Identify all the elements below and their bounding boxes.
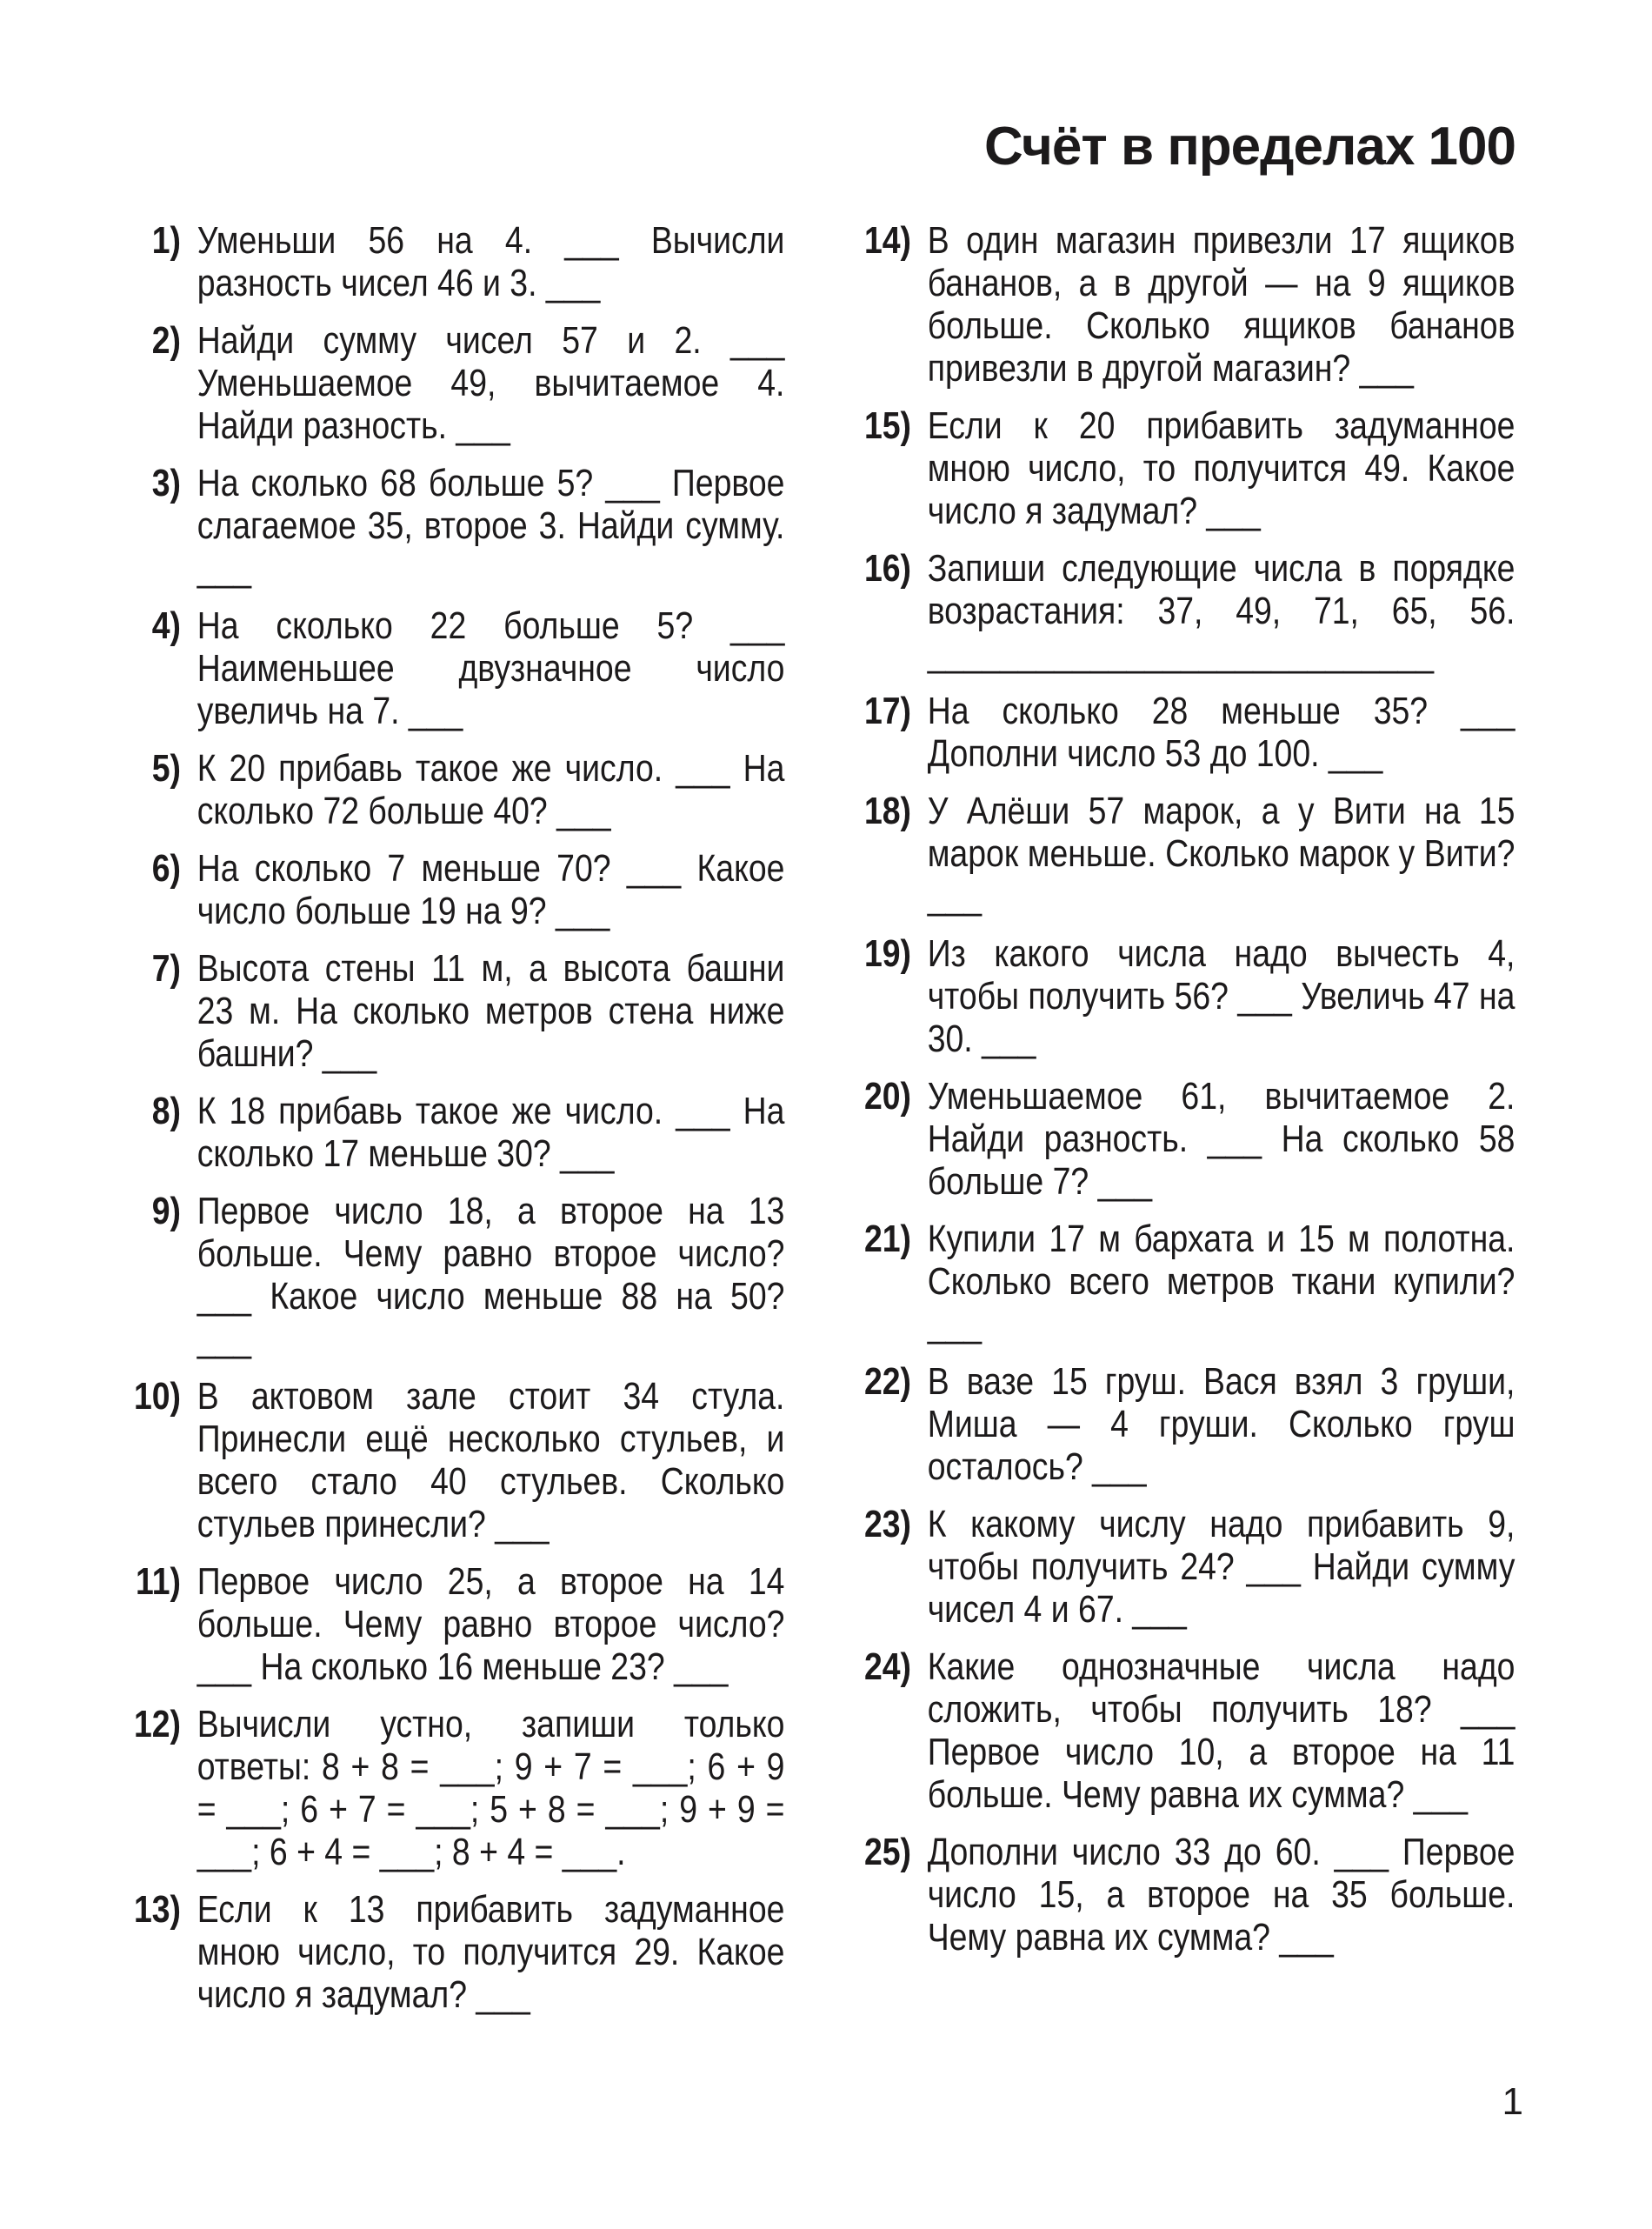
problem-text: Уменьшаемое 61, вычитаемое 2. Найди разность. ___ На сколько 58 больше 7? ___: [927, 1075, 1515, 1203]
problem-number: 3): [151, 462, 181, 504]
problem-item: [852, 1831, 1515, 1959]
problem-item: [852, 219, 1515, 390]
problem-text: К 18 прибавь такое же число. ___ На сколько 17 меньше 30? ___: [197, 1090, 785, 1175]
problem-item: [122, 747, 784, 832]
problem-item: [852, 404, 1515, 532]
problem-text: К какому числу надо прибавить 9, чтобы получить 24? ___ Найди сумму чисел 4 и 67. ___: [927, 1503, 1515, 1631]
problem-item: [122, 462, 784, 590]
problem-number: 6): [151, 847, 181, 890]
problem-text: На сколько 28 меньше 35? ___ Дополни число 53 до 100. ___: [927, 690, 1515, 775]
problem-text: Дополни число 33 до 60. ___ Первое число 15, а второе на 35 больше. Чему равна их сумма? ___: [927, 1831, 1515, 1959]
problem-number: 11): [136, 1560, 181, 1603]
right-column: [852, 219, 1515, 2031]
problem-text: На сколько 22 больше 5? ___ Наименьшее двузначное число увеличь на 7. ___: [197, 604, 785, 732]
problem-item: [852, 1645, 1515, 1816]
problem-number: 24): [863, 1645, 911, 1688]
problem-number: 19): [863, 932, 911, 975]
problem-number: 8): [151, 1090, 181, 1132]
problem-item: [122, 319, 784, 447]
problem-number: 4): [151, 604, 181, 647]
problem-text: Высота стены 11 м, а высота башни 23 м. На сколько метров стена ниже башни? ___: [197, 947, 785, 1075]
left-column: [122, 219, 784, 2031]
problem-text: На сколько 7 меньше 70? ___ Какое число больше 19 на 9? ___: [197, 847, 785, 932]
problem-text: К 20 прибавь такое же число. ___ На сколько 72 больше 40? ___: [197, 747, 785, 832]
problem-text: Купили 17 м бархата и 15 м полотна. Сколько всего метров ткани купили? ___: [927, 1218, 1515, 1345]
problem-text: На сколько 68 больше 5? ___ Первое слагаемое 35, второе 3. Найди сумму. ___: [197, 462, 785, 590]
problem-item: [852, 1075, 1515, 1203]
problem-item: [852, 1360, 1515, 1488]
problem-item: [852, 790, 1515, 918]
problem-number: 13): [133, 1888, 181, 1931]
problem-text: Уменьши 56 на 4. ___ Вычисли разность чисел 46 и 3. ___: [197, 219, 785, 304]
problem-text: Первое число 25, а второе на 14 больше. Чему равно второе число? ___ На сколько 16 меньше 23? ___: [197, 1560, 785, 1688]
problem-text: Первое число 18, а второе на 13 больше. Чему равно второе число? ___ Какое число меньше 88 на 50? ___: [197, 1190, 785, 1360]
problem-item: [122, 1090, 784, 1175]
problem-number: 22): [863, 1360, 911, 1403]
problem-number: 14): [863, 219, 911, 262]
problem-number: 12): [133, 1703, 181, 1745]
problem-item: [122, 1190, 784, 1360]
problem-text: Найди сумму чисел 57 и 2. ___ Уменьшаемое 49, вычитаемое 4. Найди разность. ___: [197, 319, 785, 447]
problem-item: [122, 1888, 784, 2016]
problem-number: 9): [151, 1190, 181, 1232]
problem-text: Из какого числа надо вычесть 4, чтобы получить 56? ___ Увеличь 47 на 30. ___: [927, 932, 1515, 1060]
problem-text: В вазе 15 груш. Вася взял 3 груши, Миша — 4 груши. Сколько груш осталось? ___: [927, 1360, 1515, 1488]
problem-number: 20): [863, 1075, 911, 1118]
problem-number: 1): [151, 219, 181, 262]
problem-item: [122, 1560, 784, 1688]
problem-number: 25): [863, 1831, 911, 1873]
problem-item: [122, 1375, 784, 1545]
problem-item: [122, 847, 784, 932]
problem-text: В актовом зале стоит 34 стула. Принесли ещё несколько стульев, и всего стало 40 стульев. Сколько стульев принесли? ___: [197, 1375, 785, 1545]
problem-text: Запиши следующие числа в порядке возрастания: 37, 49, 71, 65, 56. ____________________________: [927, 547, 1515, 675]
problems-area: [122, 219, 1515, 2031]
problem-item: [852, 932, 1515, 1060]
problem-item: [122, 604, 784, 732]
problem-item: [122, 947, 784, 1075]
right-column-inner: [852, 219, 1515, 1959]
problem-number: 7): [151, 947, 181, 990]
left-column-inner: [122, 219, 784, 2016]
problem-number: 5): [151, 747, 181, 790]
problem-number: 10): [133, 1375, 181, 1418]
problem-text: У Алёши 57 марок, а у Вити на 15 марок меньше. Сколько марок у Вити? ___: [927, 790, 1515, 918]
problem-number: 16): [863, 547, 911, 590]
problem-text: В один магазин привезли 17 ящиков бананов, а в другой — на 9 ящиков больше. Сколько ящиков бананов привезли в другой магазин? ___: [927, 219, 1515, 390]
problem-number: 18): [863, 790, 911, 832]
problem-number: 17): [863, 690, 911, 732]
problem-text: Если к 20 прибавить задуманное мною число, то получится 49. Какое число я задумал? ___: [927, 404, 1515, 532]
problem-number: 23): [863, 1503, 911, 1545]
problem-number: 2): [151, 319, 181, 362]
page-title: Счёт в пределах 100: [983, 117, 1515, 177]
page-number: 1: [1502, 2080, 1523, 2123]
problem-item: [122, 1703, 784, 1873]
problem-item: [852, 1218, 1515, 1345]
problem-item: [852, 1503, 1515, 1631]
problem-text: Вычисли устно, запиши только ответы: 8 + 8 = ___; 9 + 7 = ___; 6 + 9 = ___; 6 + 7 = ___; 5 + 8 = ___; 9 + 9 = ___; 6 + 4 = ___; 8 + 4 = ___.: [197, 1703, 785, 1873]
problem-number: 15): [863, 404, 911, 447]
problem-text: Если к 13 прибавить задуманное мною число, то получится 29. Какое число я задумал? ___: [197, 1888, 785, 2016]
problem-item: [852, 690, 1515, 775]
problem-number: 21): [863, 1218, 911, 1260]
problem-item: [122, 219, 784, 304]
problem-item: [852, 547, 1515, 675]
problem-text: Какие однозначные числа надо сложить, чтобы получить 18? ___ Первое число 10, а второе на 11 больше. Чему равна их сумма? ___: [927, 1645, 1515, 1816]
